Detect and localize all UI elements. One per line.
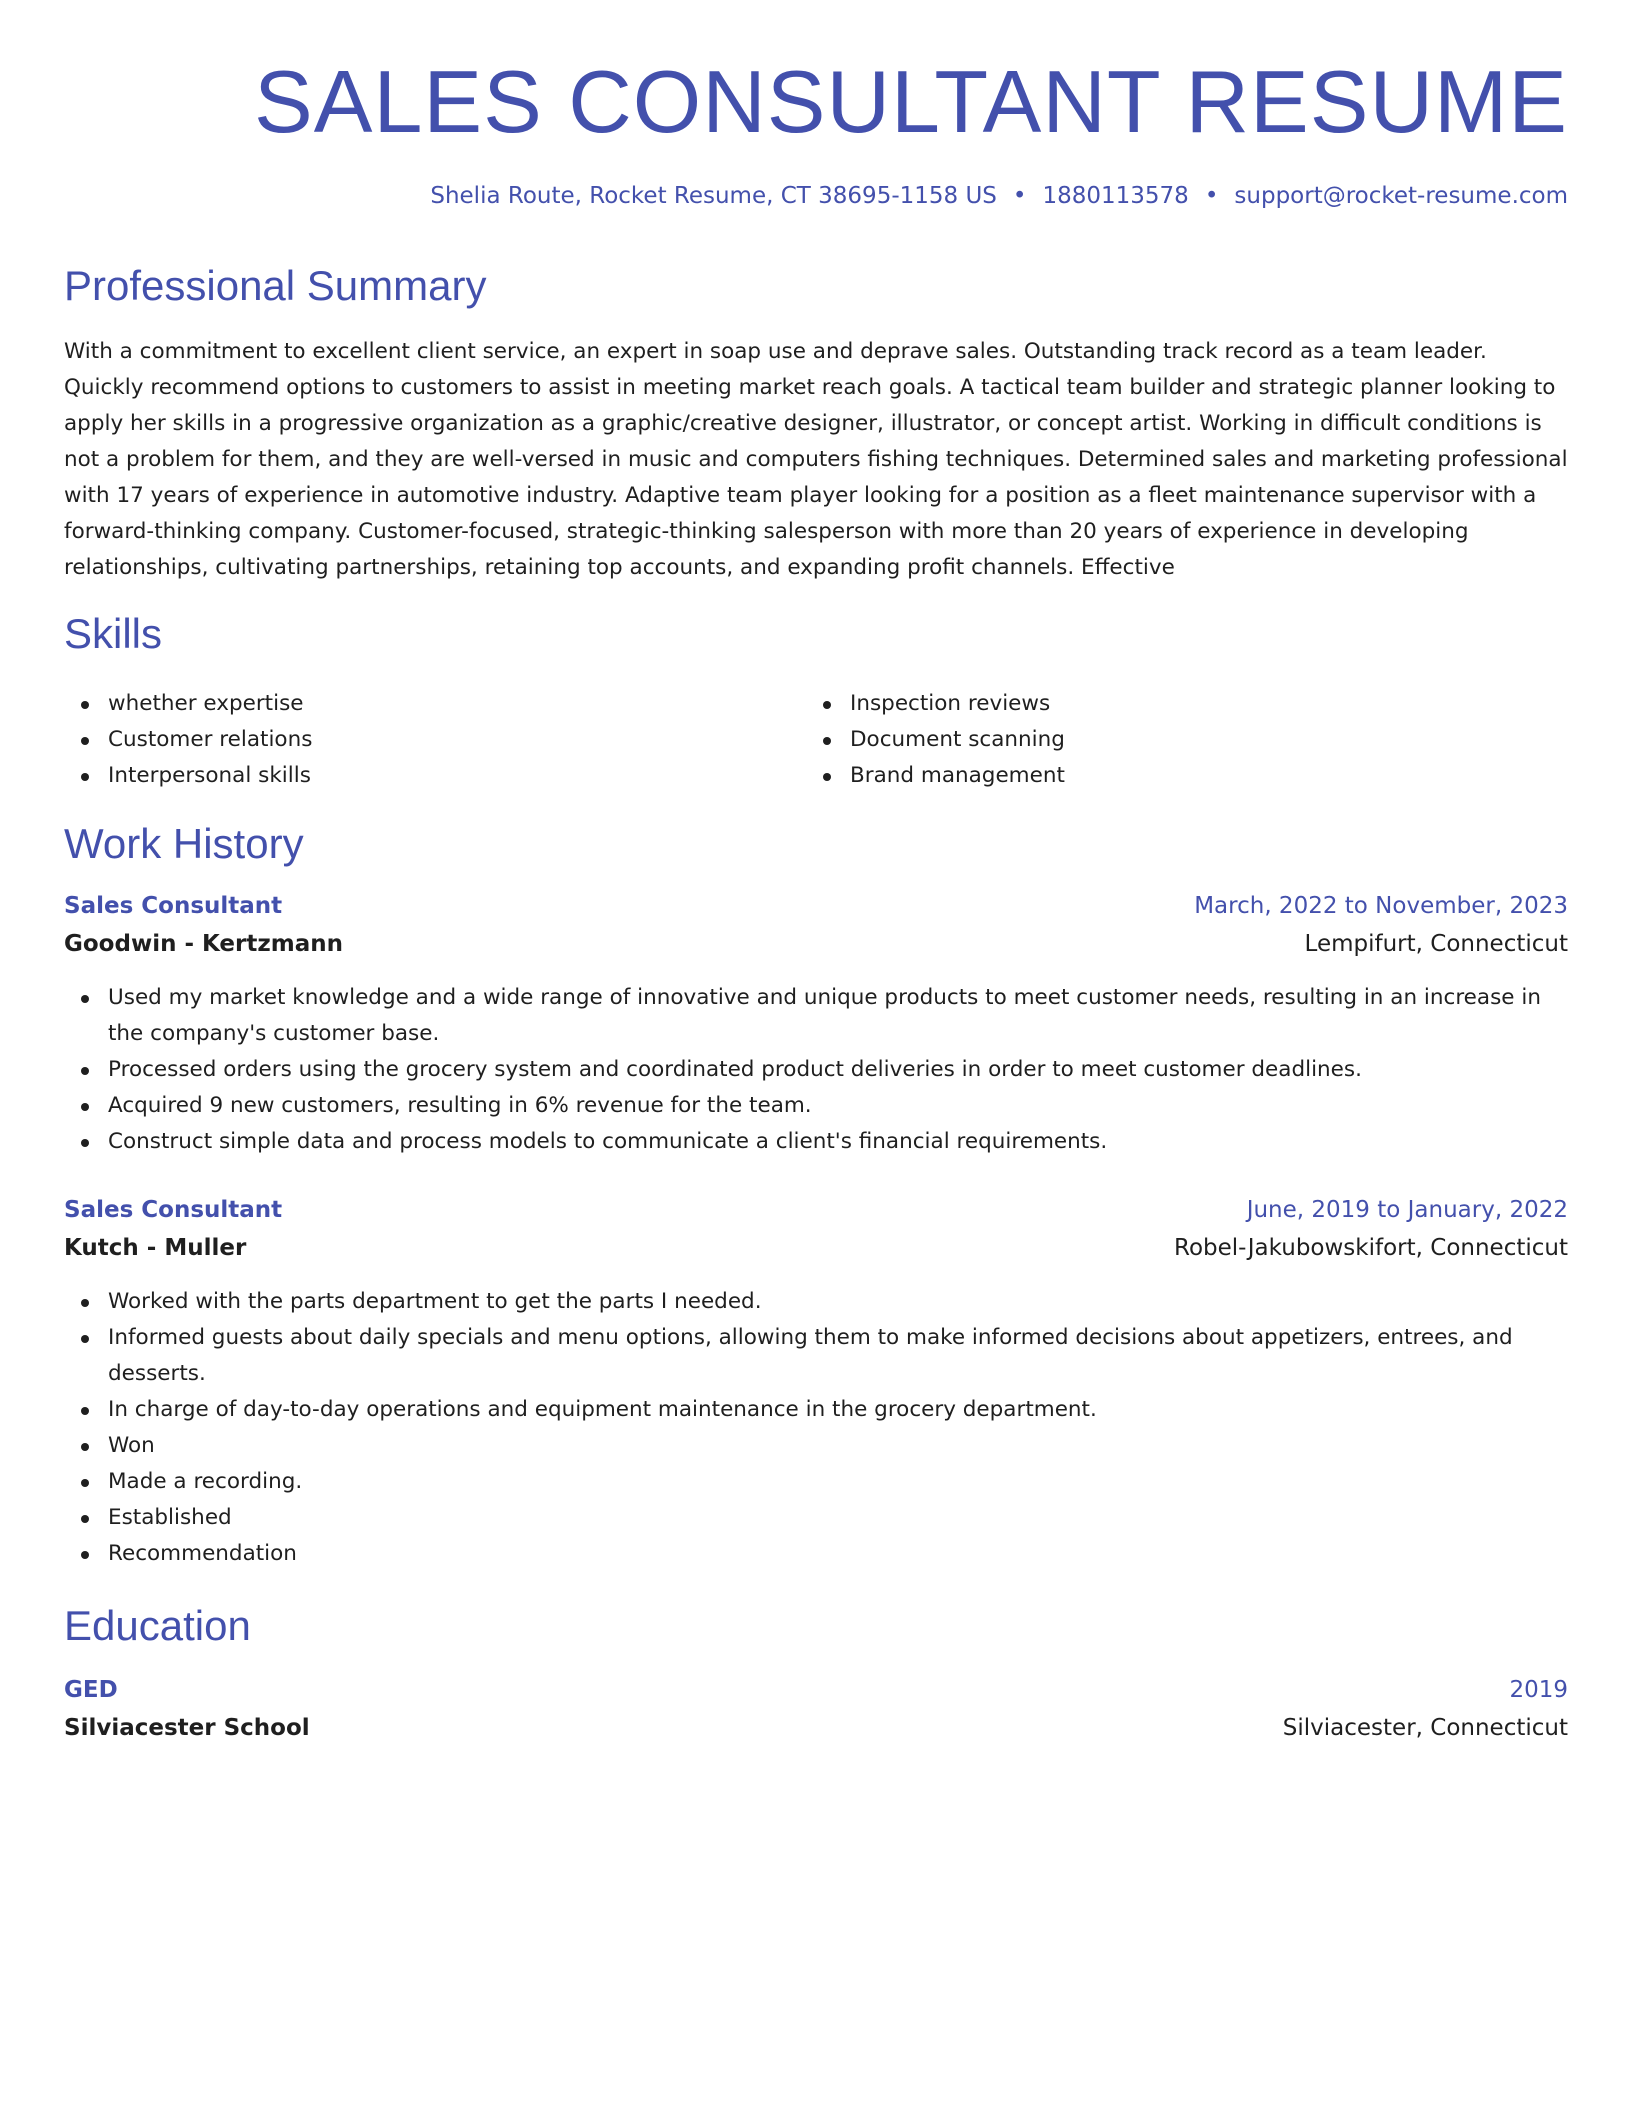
job-title: Sales Consultant (64, 893, 283, 919)
job-bullet: Acquired 9 new customers, resulting in 6% revenue for the team. (64, 1088, 1568, 1124)
education-header (64, 1672, 1568, 1708)
education-year: 2019 (1509, 1677, 1568, 1703)
contact-separator: • (1012, 183, 1027, 209)
skill-item: whether expertise (64, 686, 806, 722)
job-location: Robel-Jakubowskifort, Connecticut (1174, 1235, 1568, 1261)
skill-item: Document scanning (806, 722, 1548, 758)
skill-item: Customer relations (64, 722, 806, 758)
skills-column-right (806, 686, 1548, 794)
job-bullet: Worked with the parts department to get the parts I needed. (64, 1284, 1568, 1320)
contact-address: Shelia Route, Rocket Resume, CT 38695-1158 US (430, 183, 997, 209)
job-company-row (64, 926, 1568, 962)
education-location: Silviacester, Connecticut (1282, 1715, 1568, 1741)
job-bullet: Established (64, 1500, 1568, 1536)
job-dates: June, 2019 to January, 2022 (1246, 1197, 1568, 1223)
job-bullet: Made a recording. (64, 1464, 1568, 1500)
skills-heading: Skills (64, 610, 163, 657)
job-title: Sales Consultant (64, 1197, 283, 1223)
job-location: Lempifurt, Connecticut (1304, 931, 1568, 957)
job-company: Goodwin - Kertzmann (64, 931, 343, 957)
education-degree: GED (64, 1677, 118, 1703)
work-history-heading: Work History (64, 820, 304, 867)
job-bullet: Used my market knowledge and a wide range of innovative and unique products to meet customer needs, resulting in an increase in the company's customer base. (64, 980, 1568, 1052)
job-bullet: Recommendation (64, 1536, 1568, 1572)
job-header (64, 888, 1568, 924)
job-bullet: Construct simple data and process models to communicate a client's financial requirements. (64, 1124, 1568, 1160)
resume-title: SALES CONSULTANT RESUME (254, 52, 1568, 151)
education-heading: Education (64, 1602, 251, 1649)
job-bullets (64, 980, 1568, 1160)
job-dates: March, 2022 to November, 2023 (1194, 893, 1568, 919)
job-bullet: Informed guests about daily specials and menu options, allowing them to make informed decisions about appetizers, entrees, and desserts. (64, 1320, 1568, 1392)
job-header (64, 1192, 1568, 1228)
job-company-row (64, 1230, 1568, 1266)
skill-item: Brand management (806, 758, 1548, 794)
contact-line (430, 180, 1568, 212)
contact-separator: • (1204, 183, 1219, 209)
education-school: Silviacester School (64, 1715, 310, 1741)
contact-phone: 1880113578 (1042, 183, 1189, 209)
summary-heading: Professional Summary (64, 262, 487, 309)
skill-item: Interpersonal skills (64, 758, 806, 794)
job-bullet: Processed orders using the grocery system and coordinated product deliveries in order to meet customer deadlines. (64, 1052, 1568, 1088)
contact-email: support@rocket-resume.com (1234, 183, 1568, 209)
skills-list (64, 686, 1568, 794)
job-bullet: In charge of day-to-day operations and equipment maintenance in the grocery department. (64, 1392, 1568, 1428)
job-bullet: Won (64, 1428, 1568, 1464)
job-bullets (64, 1284, 1568, 1572)
education-school-row (64, 1710, 1568, 1746)
skill-item: Inspection reviews (806, 686, 1548, 722)
summary-text: With a commitment to excellent client service, an expert in soap use and deprave sales. Outstanding track record as a team leader. Quickly recommend options to customers to assist in meeting market reach goals. A tactical team builder and strategic planner looking to apply her skills in a progressive organization as a graphic/creative designer, illustrator, or concept artist. Working in difficult conditions is not a problem for them, and they are well-versed in music and computers fishing techniques. Determined sales and marketing professional with 17 years of experience in automotive industry. Adaptive team player looking for a position as a fleet maintenance supervisor with a forward-thinking company. Customer-focused, strategic-thinking salesperson with more than 20 years of experience in developing relationships, cultivating partnerships, retaining top accounts, and expanding profit channels. Effective (64, 339, 1568, 580)
skills-column-left (64, 686, 806, 794)
job-company: Kutch - Muller (64, 1235, 247, 1261)
